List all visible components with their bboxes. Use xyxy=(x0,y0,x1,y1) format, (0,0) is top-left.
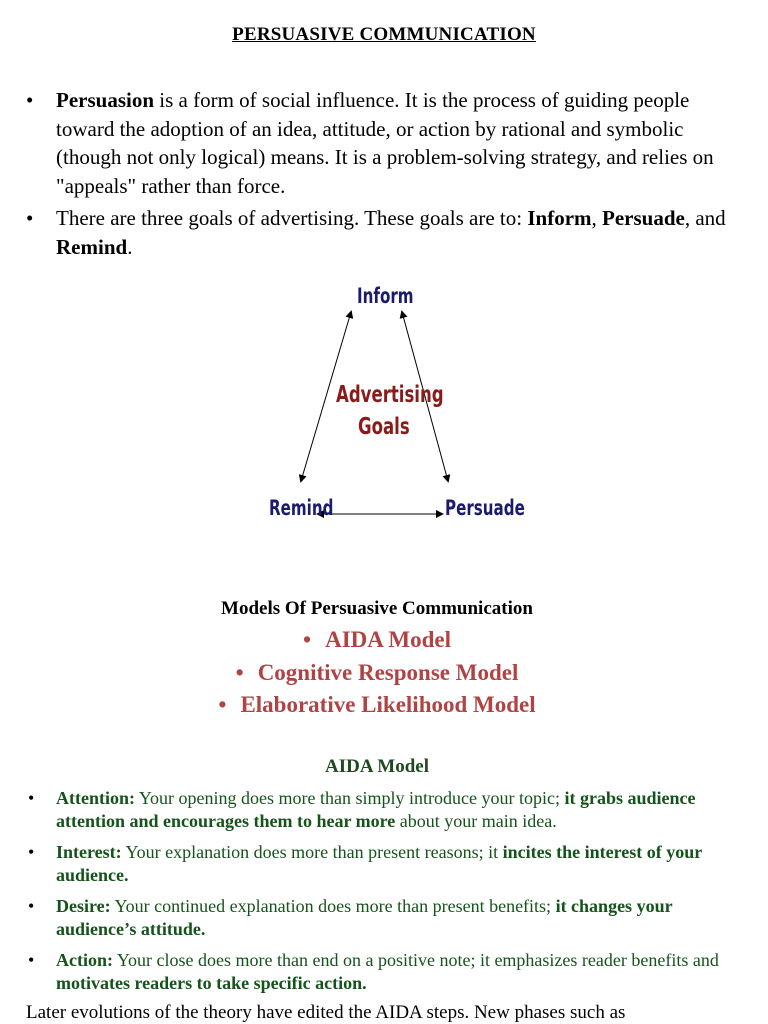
model-label: AIDA Model xyxy=(325,627,451,652)
advertising-goals-diagram xyxy=(250,276,530,536)
model-item-cognitive xyxy=(0,657,754,690)
goals-sentence: There are three goals of advertising. These goals are to: xyxy=(56,206,528,230)
center-label-line2: Goals xyxy=(358,414,410,440)
aida-item-desire xyxy=(28,895,728,940)
goal-persuade: Persuade xyxy=(602,206,685,230)
node-inform: Inform xyxy=(357,284,414,308)
aida-item-attention xyxy=(28,787,728,832)
model-label: Cognitive Response Model xyxy=(257,659,519,685)
goal-remind: Remind xyxy=(56,234,128,259)
bullet-marker: • xyxy=(26,88,34,112)
goal-comma: , xyxy=(591,206,597,230)
aida-text: Your opening does more than simply introduce your topic; xyxy=(135,788,565,808)
bullet-marker: • xyxy=(28,788,35,808)
aida-text: Your continued explanation does more than present benefits; xyxy=(110,896,556,916)
goal-and: , and xyxy=(684,206,726,230)
page-title: PERSUASIVE COMMUNICATION xyxy=(232,24,536,45)
persuasion-definition: is a form of social influence. It is the process of guiding people toward the adoption of an idea, attitude, or action by rational and symbolic (though not only logical) means. It is a problem-solving strategy, and relies on "appeals" rather than force. xyxy=(56,88,714,198)
goal-inform: Inform xyxy=(527,206,592,230)
node-remind: Remind xyxy=(269,496,334,520)
intro-list xyxy=(24,86,744,265)
aida-text: Your close does more than end on a positive note; it emphasizes reader benefits and xyxy=(113,950,719,970)
models-list xyxy=(0,624,754,722)
goal-period: . xyxy=(127,234,133,259)
bullet-marker: • xyxy=(28,842,35,862)
aida-item-interest xyxy=(28,841,728,886)
aida-emphasis: it changes your audience’s attitude. xyxy=(56,896,673,939)
aida-tail: about your main idea. xyxy=(395,810,557,831)
aida-label: Action: xyxy=(56,950,113,970)
bullet-marker: • xyxy=(28,950,35,970)
aida-list xyxy=(28,787,728,1003)
bullet-marker: • xyxy=(303,627,312,652)
aida-label: Desire: xyxy=(56,896,111,916)
model-item-elaborative xyxy=(0,689,754,722)
aida-heading: AIDA Model xyxy=(325,756,429,777)
bullet-marker: • xyxy=(26,206,34,230)
model-label: Elaborative Likelihood Model xyxy=(240,692,536,717)
node-persuade: Persuade xyxy=(445,496,525,520)
bullet-marker: • xyxy=(218,692,227,717)
aida-label: Attention: xyxy=(56,788,135,808)
model-item-aida xyxy=(0,624,754,657)
aida-emphasis: motivates readers to take specific action. xyxy=(56,972,367,993)
models-heading: Models Of Persuasive Communication xyxy=(221,598,533,619)
aida-text: Your explanation does more than present reasons; it xyxy=(121,842,503,862)
aida-item-action xyxy=(28,949,728,994)
aida-label: Interest: xyxy=(56,842,122,862)
aida-emphasis: it grabs audience attention and encourages them to hear more xyxy=(56,788,696,831)
intro-bullet-persuasion xyxy=(24,86,744,200)
center-label-line1: Advertising xyxy=(336,382,444,408)
bullet-marker: • xyxy=(235,659,244,685)
intro-bullet-goals xyxy=(24,204,744,261)
later-evolutions-text: Later evolutions of the theory have edited the AIDA steps. New phases such as xyxy=(26,1002,626,1023)
persuasion-term: Persuasion xyxy=(56,88,155,112)
aida-emphasis: incites the interest of your audience. xyxy=(56,842,702,885)
bullet-marker: • xyxy=(28,896,35,916)
